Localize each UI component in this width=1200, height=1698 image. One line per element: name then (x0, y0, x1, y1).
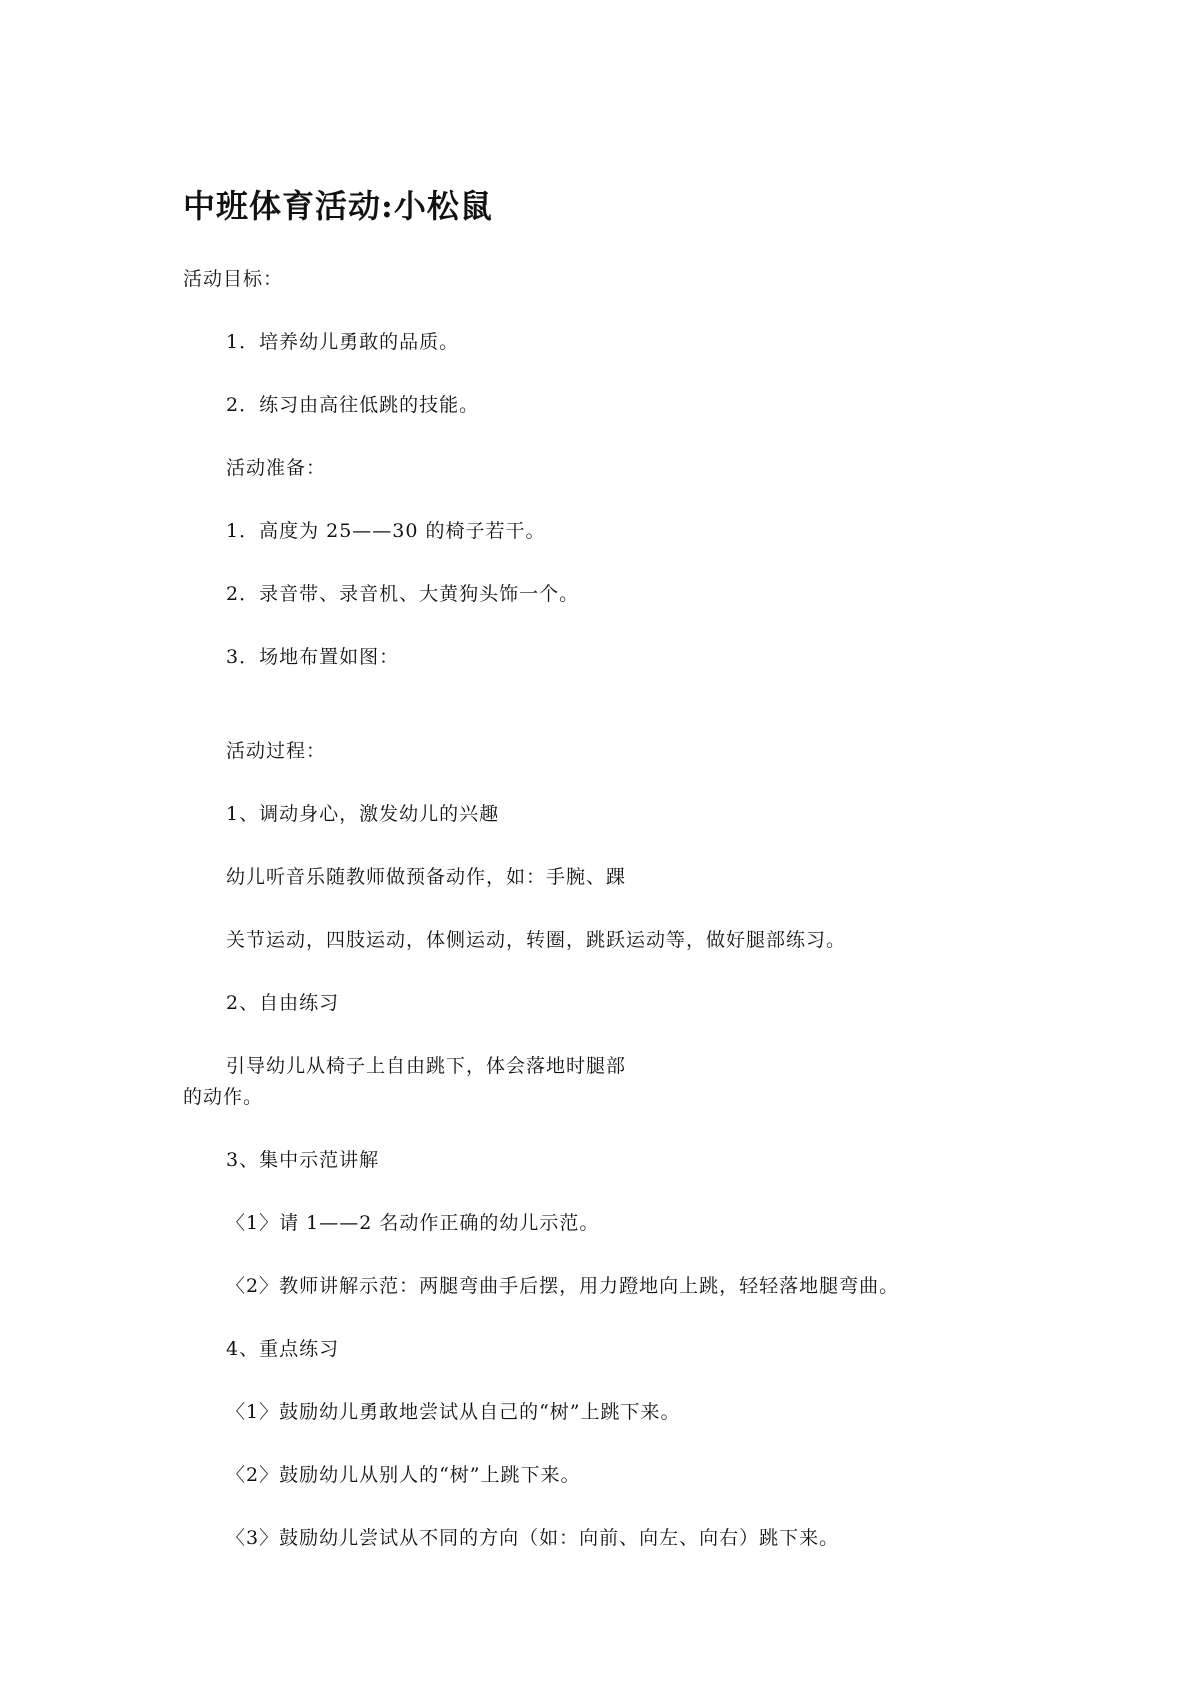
list-item: 2．练习由高往低跳的技能。 (226, 394, 480, 416)
step-heading: 3、集中示范讲解 (226, 1149, 380, 1171)
list-item: 〈1〉鼓励幼儿勇敢地尝试从自己的“树”上跳下来。 (226, 1401, 681, 1423)
list-item: 〈3〉鼓励幼儿尝试从不同的方向（如：向前、向左、向右）跳下来。 (226, 1527, 840, 1549)
list-item: 1．高度为 25——30 的椅子若干。 (226, 520, 546, 542)
paragraph-line: 幼儿听音乐随教师做预备动作，如：手腕、踝 (226, 866, 627, 888)
list-item: 2．录音带、录音机、大黄狗头饰一个。 (226, 583, 580, 605)
paragraph-line: 引导幼儿从椅子上自由跳下，体会落地时腿部 (226, 1055, 627, 1077)
section-heading-preparation: 活动准备： (226, 457, 327, 479)
list-item: 〈2〉教师讲解示范：两腿弯曲手后摆，用力蹬地向上跳，轻轻落地腿弯曲。 (226, 1275, 900, 1297)
list-item: 〈2〉鼓励幼儿从别人的“树”上跳下来。 (226, 1464, 581, 1486)
section-heading-goals: 活动目标： (183, 268, 284, 290)
document-title: 中班体育活动:小松鼠 (183, 187, 493, 225)
step-heading: 2、自由练习 (226, 992, 340, 1014)
paragraph-line: 关节运动，四肢运动，体侧运动，转圈，跳跃运动等，做好腿部练习。 (226, 929, 847, 951)
paragraph-line: 的动作。 (183, 1086, 264, 1108)
step-heading: 1、调动身心，激发幼儿的兴趣 (226, 803, 500, 825)
step-heading: 4、重点练习 (226, 1338, 340, 1360)
list-item: 3．场地布置如图： (226, 646, 400, 668)
list-item: 1．培养幼儿勇敢的品质。 (226, 331, 460, 353)
list-item: 〈1〉请 1——2 名动作正确的幼儿示范。 (226, 1212, 600, 1234)
section-heading-process: 活动过程： (226, 740, 327, 762)
